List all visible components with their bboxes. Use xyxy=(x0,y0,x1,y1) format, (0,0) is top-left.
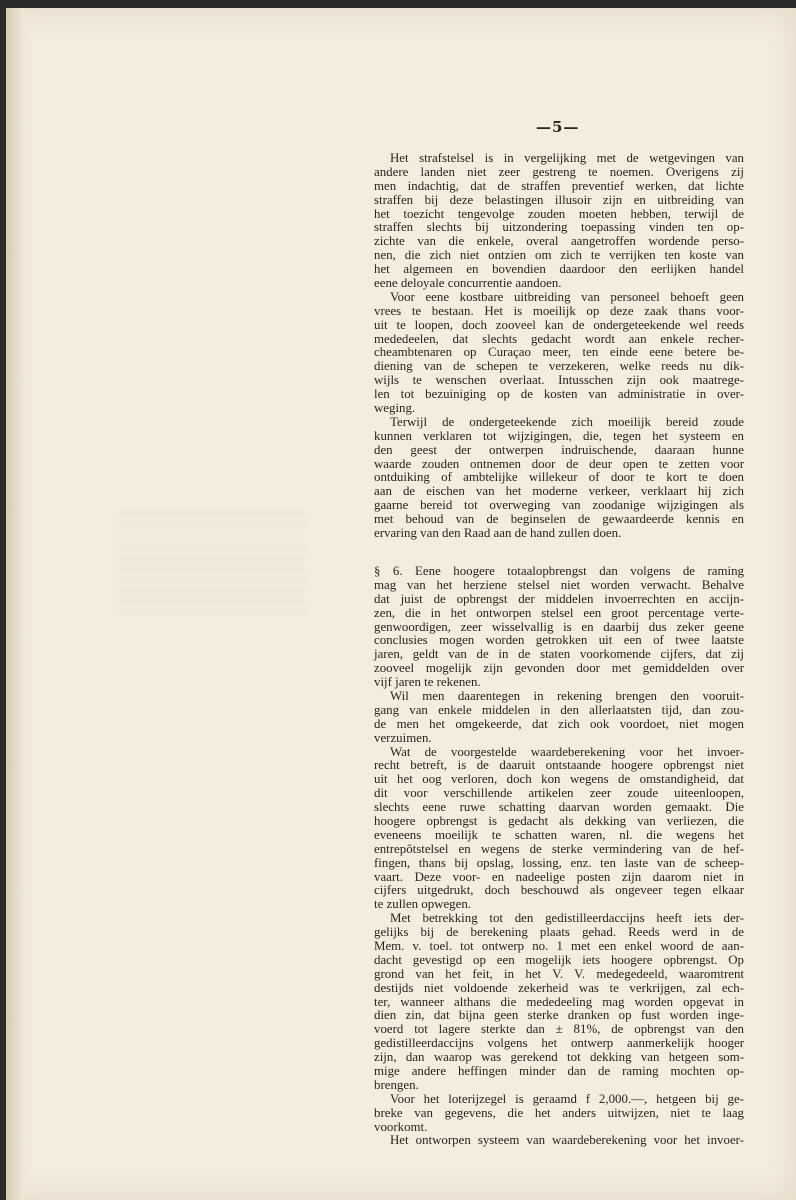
text-line: verzuimen. xyxy=(374,730,432,745)
text-line: men indachtig, dat de straffen preventief werken, dat lichte xyxy=(374,178,744,193)
text-line: vrees te bestaan. Het is moeilijk op deze zaak thans voor- xyxy=(374,303,744,318)
text-line: recht betreft, is de daaruit ontstaande hoogere opbrengst niet xyxy=(374,758,744,773)
text-line: slechts eene ruwe schatting daarvan worden gemaakt. Die xyxy=(374,800,744,815)
text-line: waarde zouden ontnemen door de deur open te zetten voor xyxy=(374,456,744,471)
text-line: gang van enkele middelen in den allerlaatsten tijd, dan zou- xyxy=(374,702,744,717)
text-line: zen, die in het ontworpen stelsel een groot percentage verte- xyxy=(374,605,744,620)
text-line: gaarne bereid tot overweging van zoodanige wijzigingen als xyxy=(374,498,744,513)
paragraph xyxy=(374,746,744,913)
text-line: dit voor verschillende artikelen zeer zoude uiteenloopen, xyxy=(374,786,744,801)
text-line: zichte van die enkele, overal aangetroffen wordende perso- xyxy=(374,234,744,249)
text-line: vaart. Deze voor- en nadeelige posten zijn daarom niet in xyxy=(374,869,744,884)
text-line: andere landen niet zeer gestreng te noemen. Overigens zij xyxy=(374,164,744,179)
text-line: nen, die zich niet ontzien om zich te verrijken ten koste van xyxy=(374,248,744,263)
text-line: genwoordigen, zeer wisselvallig is en daarbij dus zeker geene xyxy=(374,619,744,634)
paragraph xyxy=(374,690,744,746)
text-line: ter, wanneer althans die mededeeling mag worden opgevat in xyxy=(374,994,744,1009)
text-line: gelijks bij de berekening plaats gehad. Reeds werd in de xyxy=(374,925,744,940)
text-line: wijls te wenschen overlaat. Intusschen zijn ook maatrege- xyxy=(374,373,744,388)
text-line: breke van gegevens, die het anders uitwijzen, niet te laag xyxy=(374,1105,744,1120)
text-line: Het strafstelsel is in vergelijking met de wetgevingen van xyxy=(390,151,744,165)
text-line: het algemeen en bovendien daardoor den eerlijken handel xyxy=(374,262,744,277)
document-page xyxy=(6,8,796,1200)
text-line: dat juist de opbrengst der middelen invoerrechten en accijn- xyxy=(374,591,744,606)
text-line: Voor eene kostbare uitbreiding van personeel behoeft geen xyxy=(390,289,744,304)
text-line: entrepôtstelsel en wegens de sterke vermindering van de hef- xyxy=(374,841,744,856)
text-line: Wil men daarentegen in rekening brengen den vooruit- xyxy=(390,688,744,703)
text-line: mededeelen, dat slechts gedacht wordt aan enkele recher- xyxy=(374,331,744,346)
text-line: Wat de voorgestelde waardeberekening voor het invoer- xyxy=(390,744,744,759)
text-line: voerd tot lagere sterkte dan ± 81%, de opbrengst van den xyxy=(374,1022,744,1037)
show-through-bleed xyxy=(116,513,306,623)
text-line: cheambtenaren op Curaçao meer, ten einde eene betere be- xyxy=(374,345,744,360)
text-line: de men het omgekeerde, dat zich ook voordoet, niet mogen xyxy=(374,716,744,731)
section-gap xyxy=(374,541,744,565)
text-line: met behoud van de beginselen de gewaardeerde kennis en xyxy=(374,512,744,527)
page-binding-edge xyxy=(6,8,24,1200)
paragraph xyxy=(374,152,744,291)
page-number: —5— xyxy=(536,118,580,136)
text-line: weging. xyxy=(374,401,416,416)
text-line: hoogere opbrengst is gedacht als dekking van verliezen, die xyxy=(374,813,744,828)
paragraph xyxy=(374,565,744,690)
text-line: jaren, geldt van de in de staten voorkomende cijfers, dat zij xyxy=(374,647,744,662)
text-line: straffen bij deze belastingen illusoir zijn en uitbreiding van xyxy=(374,192,744,207)
paragraph xyxy=(374,1134,744,1148)
text-line: voorkomt. xyxy=(374,1119,428,1134)
text-line: grond van het feit, in het V. V. medegedeeld, waaromtrent xyxy=(374,966,744,981)
text-line: fingen, thans bij opslag, lossing, enz. ten laste van de scheep- xyxy=(374,855,744,870)
text-line: den geest der ontwerpen indruischende, daaraan hunne xyxy=(374,442,744,457)
text-line: zijn, dan waarop was gerekend tot dekking van hetgeen som- xyxy=(374,1050,744,1065)
paragraph xyxy=(374,416,744,541)
text-line: Het ontworpen systeem van waardeberekening voor het invoer- xyxy=(390,1133,744,1148)
text-line: Terwijl de ondergeteekende zich moeilijk bereid zoude xyxy=(390,414,744,429)
text-line: Voor het loterijzegel is geraamd f 2,000.—, hetgeen bij ge- xyxy=(390,1091,744,1106)
text-line: eene deloyale concurrentie aandoen. xyxy=(374,276,562,291)
text-line: len tot bezuiniging op de kosten van administratie in over- xyxy=(374,387,744,402)
paragraph xyxy=(374,912,744,1093)
text-line: conclusies mogen worden getrokken uit een of twee laatste xyxy=(374,633,744,648)
text-line: ontduiking of ambtelijke willekeur of door te kort te doen xyxy=(374,470,744,485)
text-line: aan de eischen van het moderne verkeer, verklaart hij zich xyxy=(374,484,744,499)
text-line: brengen. xyxy=(374,1077,419,1092)
text-line: destijds niet voldoende zekerheid was te verkrijgen, zal ech- xyxy=(374,980,744,995)
text-line: uit het oog verloren, doch kon wegens de omstandigheid, dat xyxy=(374,772,744,787)
text-line: straffen slechts bij uitzondering toepassing vinden ten op- xyxy=(374,220,744,235)
text-line: zooveel mogelijk zijn gevonden door met gemiddelden over xyxy=(374,661,744,676)
text-line: eveneens moeilijk te schatten waren, nl. die wegens het xyxy=(374,827,744,842)
text-line: het toezicht tengevolge zouden moeten hebben, terwijl de xyxy=(374,206,744,221)
text-line: ervaring van den Raad aan de hand zullen doen. xyxy=(374,526,622,541)
text-line: dien zin, dat bijna geen sterke dranken op fust worden inge- xyxy=(374,1008,744,1023)
text-line: dacht gevestigd op een mogelijk iets hoogere opbrengst. Op xyxy=(374,952,744,967)
text-line: mag van het herziene stelsel niet worden verwacht. Behalve xyxy=(374,577,744,592)
text-line: kunnen verklaren tot wijzigingen, die, tegen het systeem en xyxy=(374,428,744,443)
text-line: vijf jaren te rekenen. xyxy=(374,675,481,690)
text-line: cijfers uitgedrukt, doch beschouwd als ongeveer tegen elkaar xyxy=(374,883,744,898)
text-line: Met betrekking tot den gedistilleerdaccijns heeft iets der- xyxy=(390,911,744,926)
text-line: gedistilleerdaccijns volgens het ontwerp aanmerkelijk hooger xyxy=(374,1036,744,1051)
text-line: uit te loopen, doch zooveel kan de ondergeteekende wel reeds xyxy=(374,317,744,332)
text-line: diening van de schepen te verzekeren, welke reeds nu dik- xyxy=(374,359,744,374)
paragraph xyxy=(374,291,744,416)
text-line: Mem. v. toel. tot ontwerp no. 1 met een enkel woord de aan- xyxy=(374,938,744,953)
text-line: mige andere heffingen minder dan de raming mochten op- xyxy=(374,1064,744,1078)
body-text-column xyxy=(374,152,744,1148)
paragraph xyxy=(374,1093,744,1135)
text-line: § 6. Eene hoogere totaalopbrengst dan volgens de raming xyxy=(374,563,744,578)
text-line: te zullen opwegen. xyxy=(374,897,472,912)
